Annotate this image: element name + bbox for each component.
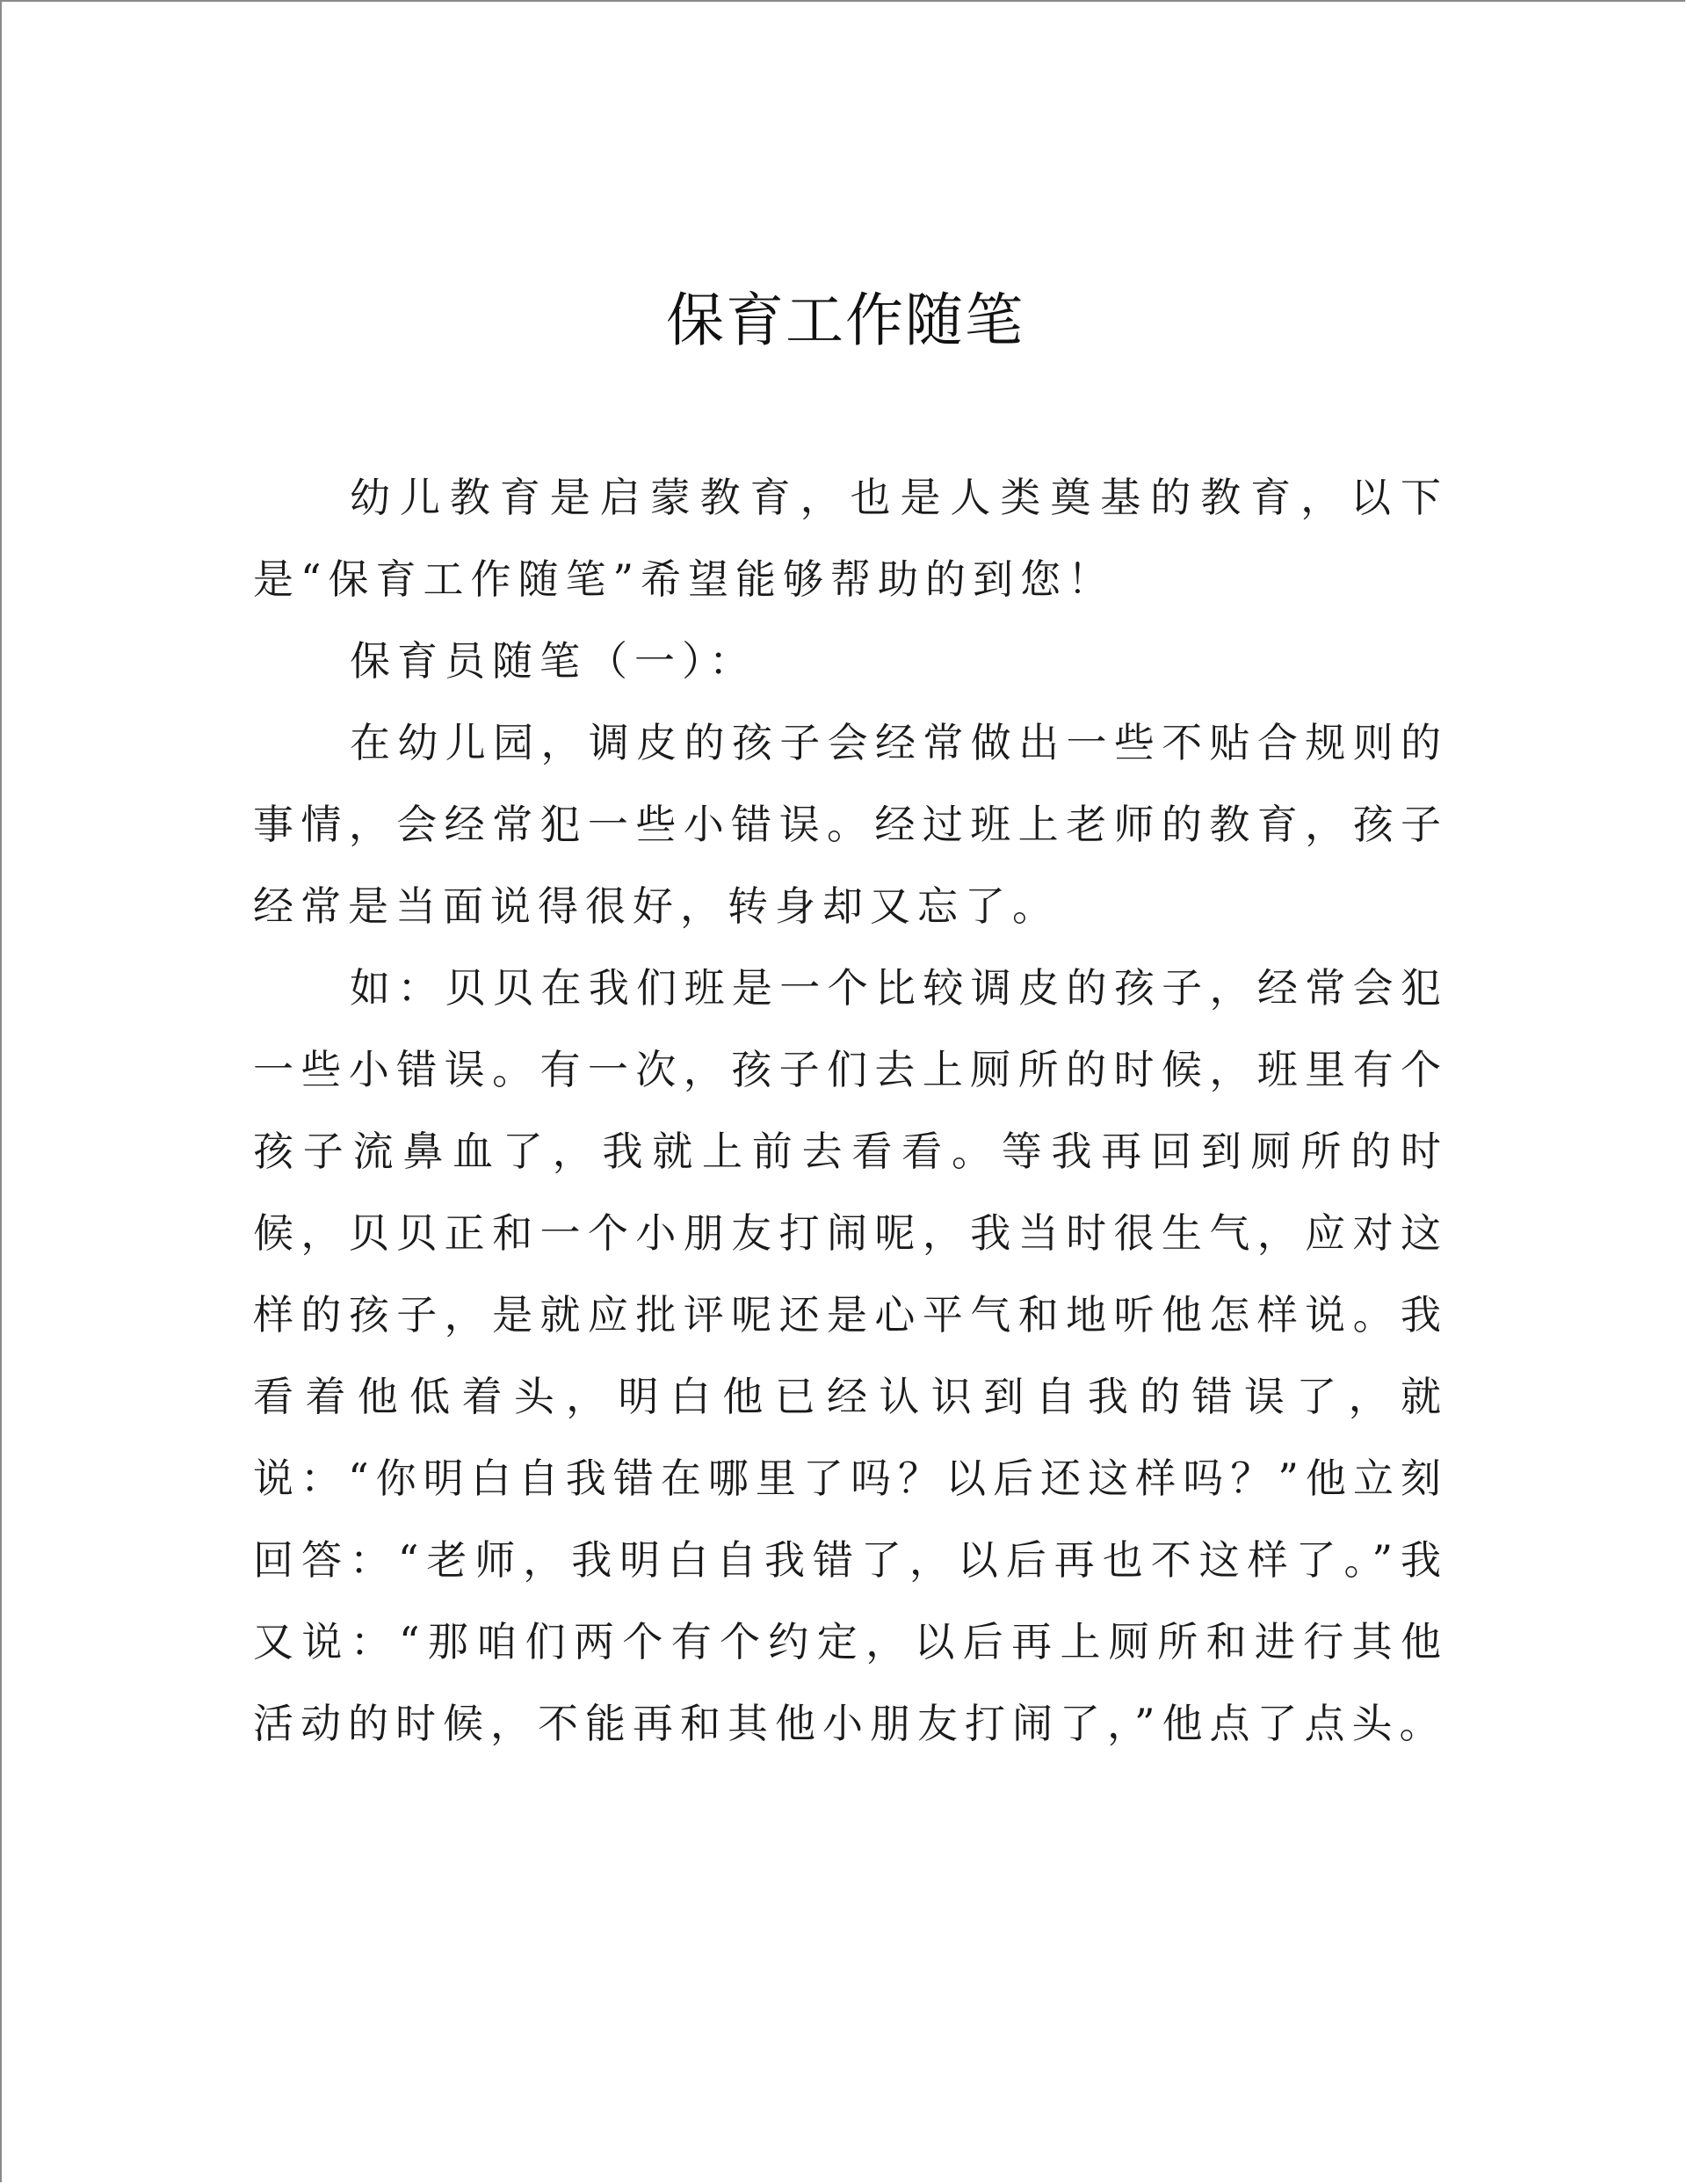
intro-paragraph: 幼儿教育是启蒙教育，也是人类奠基的教育，以下是“保育工作随笔”希望能够帮助的到您！ — [253, 474, 1448, 603]
section-heading-paragraph: 保育员随笔（一）： — [350, 637, 757, 685]
body-paragraph: 如：贝贝在我们班是一个比较调皮的孩子，经常会犯一些小错误。有一次，孩子们去上厕所的时候，班里有个孩子流鼻血了，我就上前去看看。等我再回到厕所的时候，贝贝正和一个小朋友打闹呢，我当时很生气，应对这样的孩子，是就应批评呢还是心平气和地听他怎样说。我看着他低着头，明白他已经认识到自我的错误了，就说：“你明白自我错在哪里了吗？以后还这样吗？”他立刻回答：“老师，我明白自我错了，以后再也不这样了。”我又说：“那咱们两个有个约定，以后再上厕所和进行其他活动的时候，不能再和其他小朋友打闹了，”他点了点头。 — [253, 964, 1448, 1747]
document-body — [253, 457, 1448, 1765]
body-paragraph: 在幼儿园，调皮的孩子会经常做出一些不贴合规则的事情，会经常犯一些小错误。经过班上老师的教育，孩子经常是当面说得很好，转身却又忘了。 — [253, 719, 1448, 930]
document-title: 保育工作随笔 — [666, 287, 1025, 354]
